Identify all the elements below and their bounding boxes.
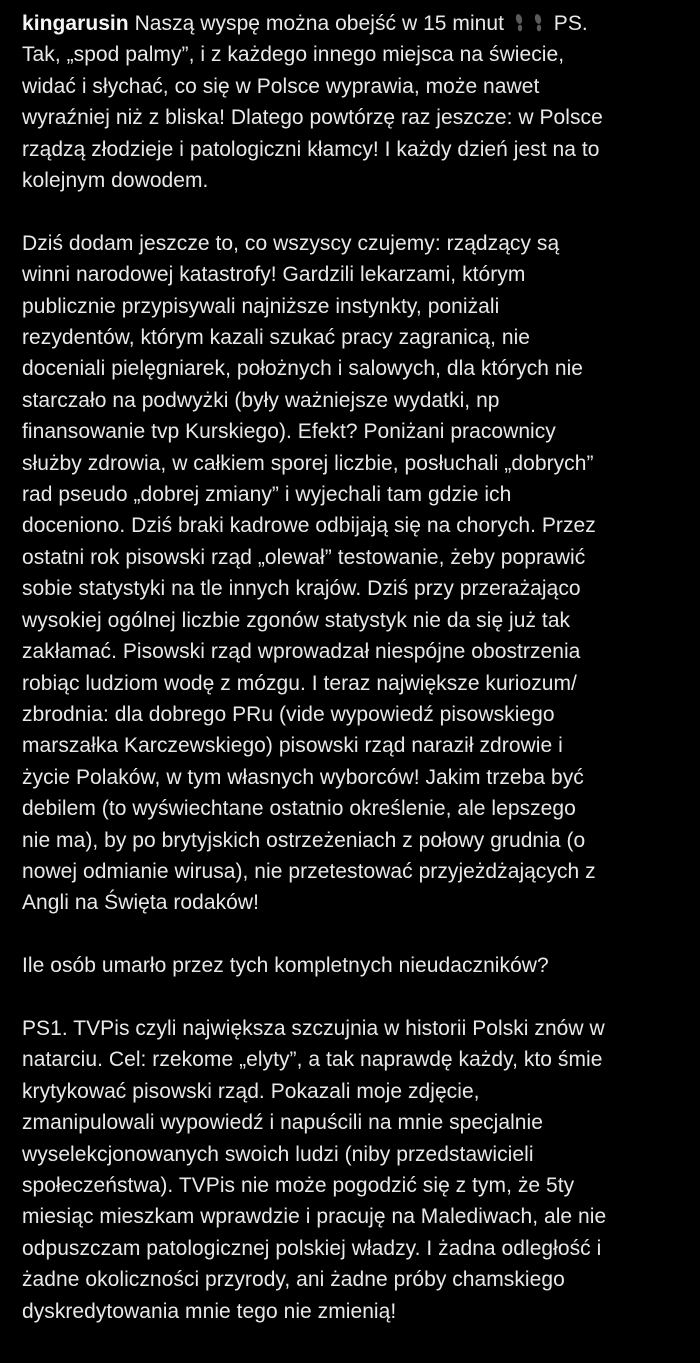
comment-paragraph-4 [22,1013,686,1327]
comment-line: finansowanie tvp Kurskiego). Efekt? Poniżani pracownicy [22,420,556,444]
comment-paragraph-1 [22,8,686,196]
comment-line: życie Polaków, w tym własnych wyborców! Jakim trzeba być [22,765,584,789]
comment-text: PS. [553,12,588,35]
comment-line: rządzą złodzieje i patologiczni kłamcy! I każdy dzień jest na to [22,137,600,161]
comment-line: winni narodowej katastrofy! Gardzili lekarzami, którym [22,263,526,287]
comment-line: widać i słychać, co się w Polsce wyprawia, może nawet [22,74,540,98]
comment-line: rad pseudo „dobrej zmiany” i wyjechali tam gdzie ich [22,483,512,507]
comment-line: sobie statystyki na tle innych krajów. Dziś przy przerażająco [22,577,581,601]
comment-line: PS1. TVPis czyli największa szczujnia w historii Polski znów w [22,1016,605,1040]
comment-line: żadne okoliczności przyrody, ani żadne próby chamskiego [22,1268,565,1292]
comment-line: Ile osób umarło przez tych kompletnych nieudaczników? [22,954,549,978]
comment-line: zmanipulowali wypowiedź i napuścili na mnie specjalnie [22,1111,543,1135]
footprints-icon [532,11,545,31]
comment-line: miesiąc mieszkam wprawdzie i pracuję na Malediwach, ale nie [22,1205,607,1229]
comment-line: zakłamać. Pisowski rząd wprowadzał niespójne obostrzenia [22,640,581,664]
comment-line: społeczeństwa). TVPis nie może pogodzić się z tym, że 5ty [22,1173,575,1197]
comment-line: dyskredytowania mnie tego nie zmienią! [22,1299,397,1323]
comment-line: kolejnym dowodem. [22,169,209,193]
comment-line: marszałka Karczewskiego) pisowski rząd naraził zdrowie i [22,734,563,758]
comment-line: wyraźniej niż z bliska! Dlatego powtórzę raz jeszcze: w Polsce [22,106,603,130]
comment-line: nie ma), by po brytyjskich ostrzeżeniach z połowy grudnia (o [22,828,586,852]
comment-paragraph-2 [22,228,686,919]
footprints-icon [513,11,526,31]
comment-line: rezydentów, którym kazali szukać pracy zagranicą, nie [22,326,531,350]
comment-line: Tak, „spod palmy”, i z każdego innego miejsca na świecie, [22,43,565,67]
comment-line: nowej odmianie wirusa), nie przetestować przyjeżdżających z [22,859,596,883]
comment-line: natarciu. Cel: rzekome „elyty”, a tak naprawdę każdy, kto śmie [22,1048,603,1072]
comment-line: publicznie przypisywali najniższe instynkty, poniżali [22,294,500,318]
username-link[interactable]: kingarusin [22,12,129,35]
comment-line: wyselekcjonowanych swoich ludzi (niby przedstawicieli [22,1142,534,1166]
comment-line: odpuszczam patologicznej polskiej władzy. I żadna odległość i [22,1236,602,1260]
comment-text: Naszą wyspę można obejść w 15 minut [134,12,505,35]
comment-line: krytykować pisowski rząd. Pokazali moje zdjęcie, [22,1079,480,1103]
comment-line: ostatni rok pisowski rząd „olewał” testowanie, żeby poprawić [22,545,586,569]
comment-line: doceniono. Dziś braki kadrowe odbijają się na chorych. Przez [22,514,596,538]
comment-paragraph-3 [22,950,686,981]
comment-first-line [22,8,686,39]
comment-line: debilem (to wyświechtane ostatnio określenie, ale lepszego [22,797,576,821]
comment-line: Dziś dodam jeszcze to, co wszyscy czujemy: rządzący są [22,231,560,255]
comment-line: doceniali pielęgniarek, położnych i salowych, dla których nie [22,357,584,381]
comment-line: Angli na Święta rodaków! [22,891,259,915]
comment-line: wysokiej ogólnej liczbie zgonów statystyk nie da się już tak [22,608,571,632]
comment-line: zbrodnia: dla dobrego PRu (vide wypowiedź pisowskiego [22,702,555,726]
comment-line: służby zdrowia, w całkiem sporej liczbie, posłuchali „dobrych” [22,451,594,475]
comment-line: robiąc ludziom wodę z mózgu. I teraz największe kuriozum/ [22,671,577,695]
comment-line: starczało na podwyżki (były ważniejsze wydatki, np [22,388,500,412]
